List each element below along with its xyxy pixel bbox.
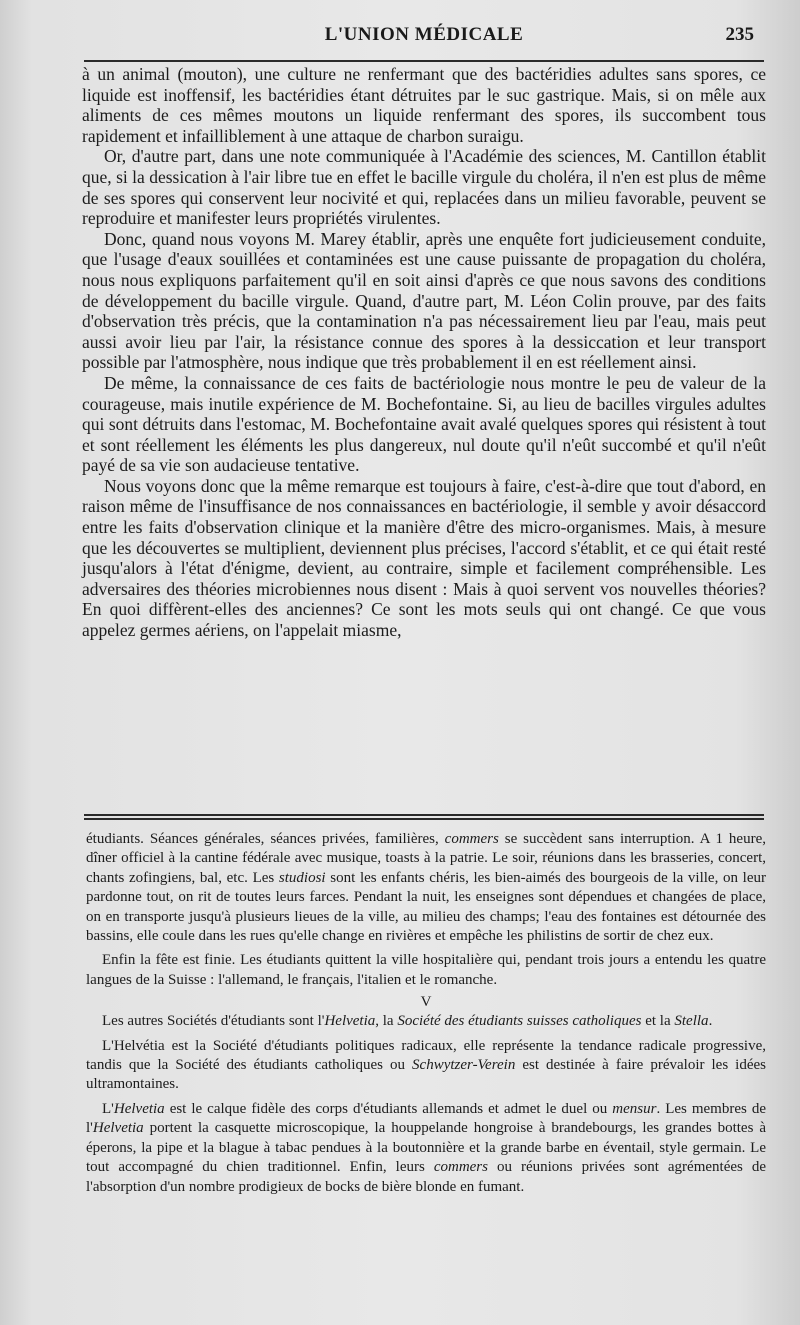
text-run: est le calque fidèle des corps d'étudiants allemands et admet le duel ou <box>164 1100 613 1117</box>
text-run: sont les enfants chéris, les bien-aimés des bourgeois de la ville, on leur pardonne tout, on rit de toutes leurs farces. Pendant la nuit, les enseignes sont dépendues et changées de place, on en transporte jusqu'à plusieurs lieues de la ville, au milieu des champs; l'eau des fontaines est détournée des bassins, elle coule dans les rues qu'elle change en rivières et empêche les philistins de sortir de chez eux. <box>86 869 766 945</box>
feuilleton-paragraph <box>86 1012 766 1031</box>
feuilleton-paragraph <box>86 830 766 946</box>
feuilleton-separator <box>84 814 764 820</box>
article-paragraph: à un animal (mouton), une culture ne renfermant que des bactéridies adultes sans spores, ce liquide est inoffensif, les bactéridies étant détruites par le suc gastrique. Mais, si on mêle aux aliments de ces mêmes moutons un liquide renfermant des spores, ils succombent tous rapidement et infailliblement à une attaque de charbon suraigu. <box>82 64 766 146</box>
italic-run: commers <box>444 831 499 847</box>
text-run: portent la casquette microscopique, la houppelande hongroise à brandebourgs, les grandes bottes à éperons, la pipe et la blague à tabac pendues à la boutonnière et la grande barbe en éventail, style germain. Le tout accompagné du chien traditionnel. Enfin, leurs <box>86 1120 766 1176</box>
feuilleton-paragraph <box>86 1037 766 1095</box>
text-run: L'Helvétia est la Société d'étudiants politiques radicaux, elle représente la tendance radicale progressive, tandis que la Société des étudiants catholiques ou <box>86 1037 766 1074</box>
italic-run: mensur <box>612 1100 657 1117</box>
page-number: 235 <box>725 24 754 45</box>
feuilleton-paragraph <box>86 1100 766 1197</box>
italic-run: commers <box>433 1159 488 1176</box>
italic-run: Société des étudiants suisses catholiques <box>397 1013 642 1030</box>
italic-run: Helvetia <box>113 1100 165 1117</box>
article-paragraph: Nous voyons donc que la même remarque est toujours à faire, c'est-à-dire que tout d'abord, en raison même de l'insuffisance de nos connaissances en bactériologie, il semble y avoir désaccord entre les faits d'observation clinique et la manière d'être des micro-organismes. Mais, à mesure que les découvertes se multiplient, deviennent plus précises, l'accord s'établit, et ce qui était resté jusqu'alors à l'état d'énigme, devient, au contraire, simple et facilement compréhensible. Les adversaires des théories microbiennes nous disent : Mais à quoi servent vos nouvelles théories? En quoi diffèrent-elles des anciennes? Ce sont les mots seuls qui ont changé. Ce que vous appelez germes aériens, on l'appelait miasme, <box>82 475 766 641</box>
article-paragraph: Donc, quand nous voyons M. Marey établir, après une enquête fort judicieusement conduite, que l'usage d'eaux souillées et contaminées est une cause puissante de propagation du choléra, nous nous expliquons parfaitement qu'il en soit ainsi d'après ce que nous savons des conditions de développement du bacille virgule. Quand, d'autre part, M. Léon Colin prouve, par des faits d'observation très précis, que la contamination n'a pas nécessairement lieu par l'eau, mais peut aussi avoir lieu par l'air, la résistance connue des spores à la dessiccation et leur transport possible par l'atmosphère, nous indique que très probablement il en est réellement ainsi. <box>82 228 766 373</box>
text-run: et la <box>641 1013 675 1030</box>
text-run: , la <box>375 1013 398 1030</box>
journal-title: L'UNION MÉDICALE <box>324 24 524 45</box>
text-run: L' <box>102 1100 114 1117</box>
italic-run: Helvetia <box>92 1120 144 1137</box>
text-run: étudiants. Séances générales, séances privées, familières, <box>86 831 445 847</box>
text-run: ou réunions privées sont agrémentées de l'absorption d'un nombre prodigieux de bocks de bière blonde en fumant. <box>86 1159 767 1195</box>
italic-run: studiosi <box>278 869 326 886</box>
main-article <box>82 64 766 641</box>
article-paragraph: Or, d'autre part, dans une note communiquée à l'Académie des sciences, M. Cantillon établit que, si la dessication à l'air libre tue en effet le bacille virgule du choléra, il n'en est plus de même de ses spores qui conservent leur nocivité et qui, replacées dans un milieu favorable, peuvent se reproduire et manifester leurs propriétés virulentes. <box>82 146 766 229</box>
italic-run: Stella <box>674 1013 709 1030</box>
text-run: . Les membres de l' <box>86 1100 766 1137</box>
header-rule <box>84 60 764 62</box>
feuilleton-section <box>86 830 766 1197</box>
text-run: . <box>708 1013 713 1030</box>
running-head <box>80 24 768 52</box>
italic-run: Schwytzer-Verein <box>412 1057 516 1074</box>
article-paragraph: De même, la connaissance de ces faits de bactériologie nous montre le peu de valeur de la courageuse, mais inutile expérience de M. Bochefontaine. Si, au lieu de bacilles virgules adultes qui sont détruits dans l'estomac, M. Bochefontaine avait avalé quelques spores qui résistent à tout et sont réellement les éléments les plus dangereux, nul doute qu'il n'eût succombé et qu'il n'eût payé de sa vie son audacieuse tentative. <box>82 372 766 476</box>
italic-run: Helvetia <box>324 1013 376 1030</box>
feuilleton-paragraph: Enfin la fête est finie. Les étudiants quittent la ville hospitalière qui, pendant trois jours a entendu les quatre langues de la Suisse : l'allemand, le français, l'italien et le romanche. <box>86 952 766 988</box>
text-run: Les autres Sociétés d'étudiants sont l' <box>102 1013 325 1030</box>
text-run: est destinée à faire prévaloir les idées ultramontaines. <box>86 1057 766 1093</box>
section-number: V <box>420 994 432 1011</box>
text-run: se succèdent sans interruption. A 1 heure, dîner officiel à la cantine fédérale avec musique, toasts à la patrie. Le soir, réunions dans les brasseries, concert, chants zofingiens, bal, etc. Les <box>86 831 766 886</box>
